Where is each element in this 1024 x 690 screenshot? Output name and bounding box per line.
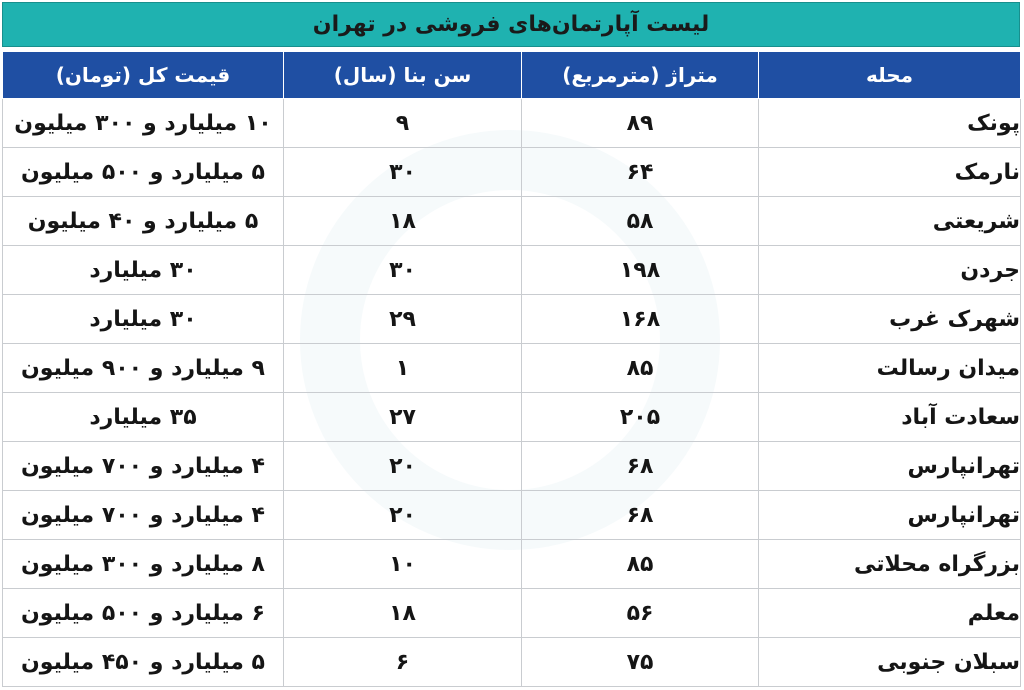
cell-total-price: ۳۰ میلیارد bbox=[3, 246, 284, 295]
table-row bbox=[3, 246, 1021, 295]
cell-building-age: ۲۰ bbox=[284, 442, 522, 491]
apartment-listing-table bbox=[2, 51, 1021, 687]
cell-total-price: ۶ میلیارد و ۵۰۰ میلیون bbox=[3, 589, 284, 638]
cell-area: ۸۵ bbox=[522, 344, 759, 393]
cell-neighborhood: شهرک غرب bbox=[759, 295, 1021, 344]
cell-area: ۵۶ bbox=[522, 589, 759, 638]
cell-total-price: ۹ میلیارد و ۹۰۰ میلیون bbox=[3, 344, 284, 393]
cell-total-price: ۴ میلیارد و ۷۰۰ میلیون bbox=[3, 442, 284, 491]
cell-area: ۶۴ bbox=[522, 148, 759, 197]
cell-total-price: ۳۰ میلیارد bbox=[3, 295, 284, 344]
cell-building-age: ۱ bbox=[284, 344, 522, 393]
cell-building-age: ۲۰ bbox=[284, 491, 522, 540]
cell-neighborhood: معلم bbox=[759, 589, 1021, 638]
cell-building-age: ۲۷ bbox=[284, 393, 522, 442]
cell-building-age: ۳۰ bbox=[284, 148, 522, 197]
cell-area: ۷۵ bbox=[522, 638, 759, 687]
cell-area: ۶۸ bbox=[522, 491, 759, 540]
table-row bbox=[3, 491, 1021, 540]
cell-neighborhood: نارمک bbox=[759, 148, 1021, 197]
column-header-total-price: قیمت کل (تومان) bbox=[3, 52, 284, 99]
table-row bbox=[3, 148, 1021, 197]
column-header-building-age: سن بنا (سال) bbox=[284, 52, 522, 99]
cell-building-age: ۱۸ bbox=[284, 197, 522, 246]
cell-area: ۶۸ bbox=[522, 442, 759, 491]
table-row bbox=[3, 540, 1021, 589]
cell-area: ۱۹۸ bbox=[522, 246, 759, 295]
header-row bbox=[3, 52, 1021, 99]
cell-total-price: ۱۰ میلیارد و ۳۰۰ میلیون bbox=[3, 99, 284, 148]
column-header-neighborhood: محله bbox=[759, 52, 1021, 99]
cell-neighborhood: شریعتی bbox=[759, 197, 1021, 246]
table-row bbox=[3, 99, 1021, 148]
table-row bbox=[3, 442, 1021, 491]
cell-building-age: ۳۰ bbox=[284, 246, 522, 295]
cell-total-price: ۵ میلیارد و ۴۵۰ میلیون bbox=[3, 638, 284, 687]
table-row bbox=[3, 197, 1021, 246]
cell-area: ۸۹ bbox=[522, 99, 759, 148]
cell-neighborhood: تهرانپارس bbox=[759, 491, 1021, 540]
cell-building-age: ۲۹ bbox=[284, 295, 522, 344]
column-header-area: متراژ (مترمربع) bbox=[522, 52, 759, 99]
cell-total-price: ۴ میلیارد و ۷۰۰ میلیون bbox=[3, 491, 284, 540]
table-row bbox=[3, 295, 1021, 344]
cell-neighborhood: سبلان جنوبی bbox=[759, 638, 1021, 687]
cell-neighborhood: میدان رسالت bbox=[759, 344, 1021, 393]
cell-area: ۲۰۵ bbox=[522, 393, 759, 442]
table-row bbox=[3, 638, 1021, 687]
cell-building-age: ۶ bbox=[284, 638, 522, 687]
table-row bbox=[3, 344, 1021, 393]
cell-neighborhood: تهرانپارس bbox=[759, 442, 1021, 491]
cell-total-price: ۸ میلیارد و ۳۰۰ میلیون bbox=[3, 540, 284, 589]
cell-neighborhood: پونک bbox=[759, 99, 1021, 148]
cell-building-age: ۱۰ bbox=[284, 540, 522, 589]
cell-neighborhood: جردن bbox=[759, 246, 1021, 295]
cell-total-price: ۵ میلیارد و ۴۰ میلیون bbox=[3, 197, 284, 246]
cell-total-price: ۵ میلیارد و ۵۰۰ میلیون bbox=[3, 148, 284, 197]
cell-area: ۱۶۸ bbox=[522, 295, 759, 344]
cell-area: ۵۸ bbox=[522, 197, 759, 246]
cell-building-age: ۹ bbox=[284, 99, 522, 148]
cell-neighborhood: بزرگراه محلاتی bbox=[759, 540, 1021, 589]
table-row bbox=[3, 393, 1021, 442]
table-row bbox=[3, 589, 1021, 638]
cell-total-price: ۳۵ میلیارد bbox=[3, 393, 284, 442]
cell-building-age: ۱۸ bbox=[284, 589, 522, 638]
cell-area: ۸۵ bbox=[522, 540, 759, 589]
table-title: لیست آپارتمان‌های فروشی در تهران bbox=[2, 2, 1020, 47]
cell-neighborhood: سعادت آباد bbox=[759, 393, 1021, 442]
